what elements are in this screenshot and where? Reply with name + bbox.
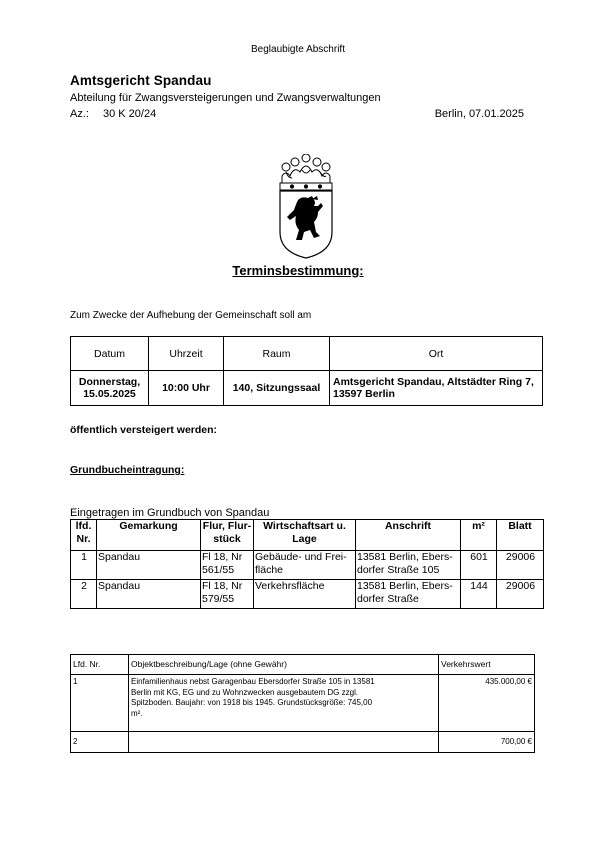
table-cell: 2	[71, 580, 97, 609]
termin-place: Amtsgericht Spandau, Altstädter Ring 7, 13597 Berlin	[330, 371, 543, 406]
column-header: Uhrzeit	[149, 337, 224, 371]
table-cell: 13581 Berlin, Ebers- dorfer Straße 105	[356, 551, 461, 580]
table-cell: 144	[461, 580, 497, 609]
table-cell: Spandau	[97, 580, 201, 609]
column-header: Verkehrswert	[439, 655, 535, 675]
object-description: Einfamilienhaus nebst Garagenbau Ebersdorfer Straße 105 in 13581 Berlin mit KG, EG und zu Wohnzwecken ausgebautem DG zzgl. Spitzboden. Baujahr: von 1918 bis 1945. Grundstücksgröße: 745,00 m².	[129, 675, 439, 732]
grundbuch-table	[70, 519, 544, 609]
column-header: Objektbeschreibung/Lage (ohne Gewähr)	[129, 655, 439, 675]
az-value: 30 K 20/24	[103, 108, 157, 120]
department: Abteilung für Zwangsversteigerungen und Zwangsverwaltungen	[70, 92, 381, 104]
document-title: Terminsbestimmung:	[232, 263, 364, 278]
column-header: Raum	[224, 337, 330, 371]
table-cell: Spandau	[97, 551, 201, 580]
berlin-bear-coat-of-arms-icon	[274, 154, 338, 260]
az-label: Az.:	[70, 108, 89, 120]
table-cell: 601	[461, 551, 497, 580]
intro-text: Zum Zwecke der Aufhebung der Gemeinschaft soll am	[70, 310, 312, 321]
table-row	[71, 551, 544, 580]
verkehrswert: 700,00 €	[439, 732, 535, 753]
grundbuch-heading: Grundbucheintragung:	[70, 464, 185, 476]
column-header: Anschrift	[356, 520, 461, 551]
table-row	[71, 675, 535, 732]
grundbuch-intro: Eingetragen im Grundbuch von Spandau	[70, 507, 270, 519]
table-cell: Verkehrsfläche	[254, 580, 356, 609]
versteigert-text: öffentlich versteigert werden:	[70, 424, 218, 436]
table-cell: 29006	[497, 580, 544, 609]
court-name: Amtsgericht Spandau	[70, 73, 212, 88]
table-row	[71, 580, 544, 609]
column-header: Ort	[330, 337, 543, 371]
termin-table	[70, 336, 543, 406]
table-cell: Fl 18, Nr 561/55	[201, 551, 254, 580]
termin-time: 10:00 Uhr	[149, 371, 224, 406]
termin-date: Donnerstag, 15.05.2025	[71, 371, 149, 406]
termin-room: 140, Sitzungssaal	[224, 371, 330, 406]
verkehrswert: 435.000,00 €	[439, 675, 535, 732]
column-header: Wirtschaftsart u. Lage	[254, 520, 356, 551]
table-cell: 1	[71, 675, 129, 732]
column-header: m²	[461, 520, 497, 551]
column-header: Gemarkung	[97, 520, 201, 551]
table-row	[71, 371, 543, 406]
header-label: Beglaubigte Abschrift	[251, 44, 345, 55]
column-header: Blatt	[497, 520, 544, 551]
place-date: Berlin, 07.01.2025	[434, 108, 524, 120]
table-cell: Gebäude- und Frei- fläche	[254, 551, 356, 580]
table-row	[71, 732, 535, 753]
column-header: Datum	[71, 337, 149, 371]
table-cell: 2	[71, 732, 129, 753]
table-row	[71, 520, 544, 551]
column-header: lfd. Nr.	[71, 520, 97, 551]
table-cell: 29006	[497, 551, 544, 580]
column-header: Flur, Flur- stück	[201, 520, 254, 551]
table-cell: 13581 Berlin, Ebers- dorfer Straße	[356, 580, 461, 609]
table-row	[71, 337, 543, 371]
column-header: Lfd. Nr.	[71, 655, 129, 675]
table-row	[71, 655, 535, 675]
table-cell: 1	[71, 551, 97, 580]
object-description	[129, 732, 439, 753]
table-cell: Fl 18, Nr 579/55	[201, 580, 254, 609]
objekt-table	[70, 654, 535, 753]
